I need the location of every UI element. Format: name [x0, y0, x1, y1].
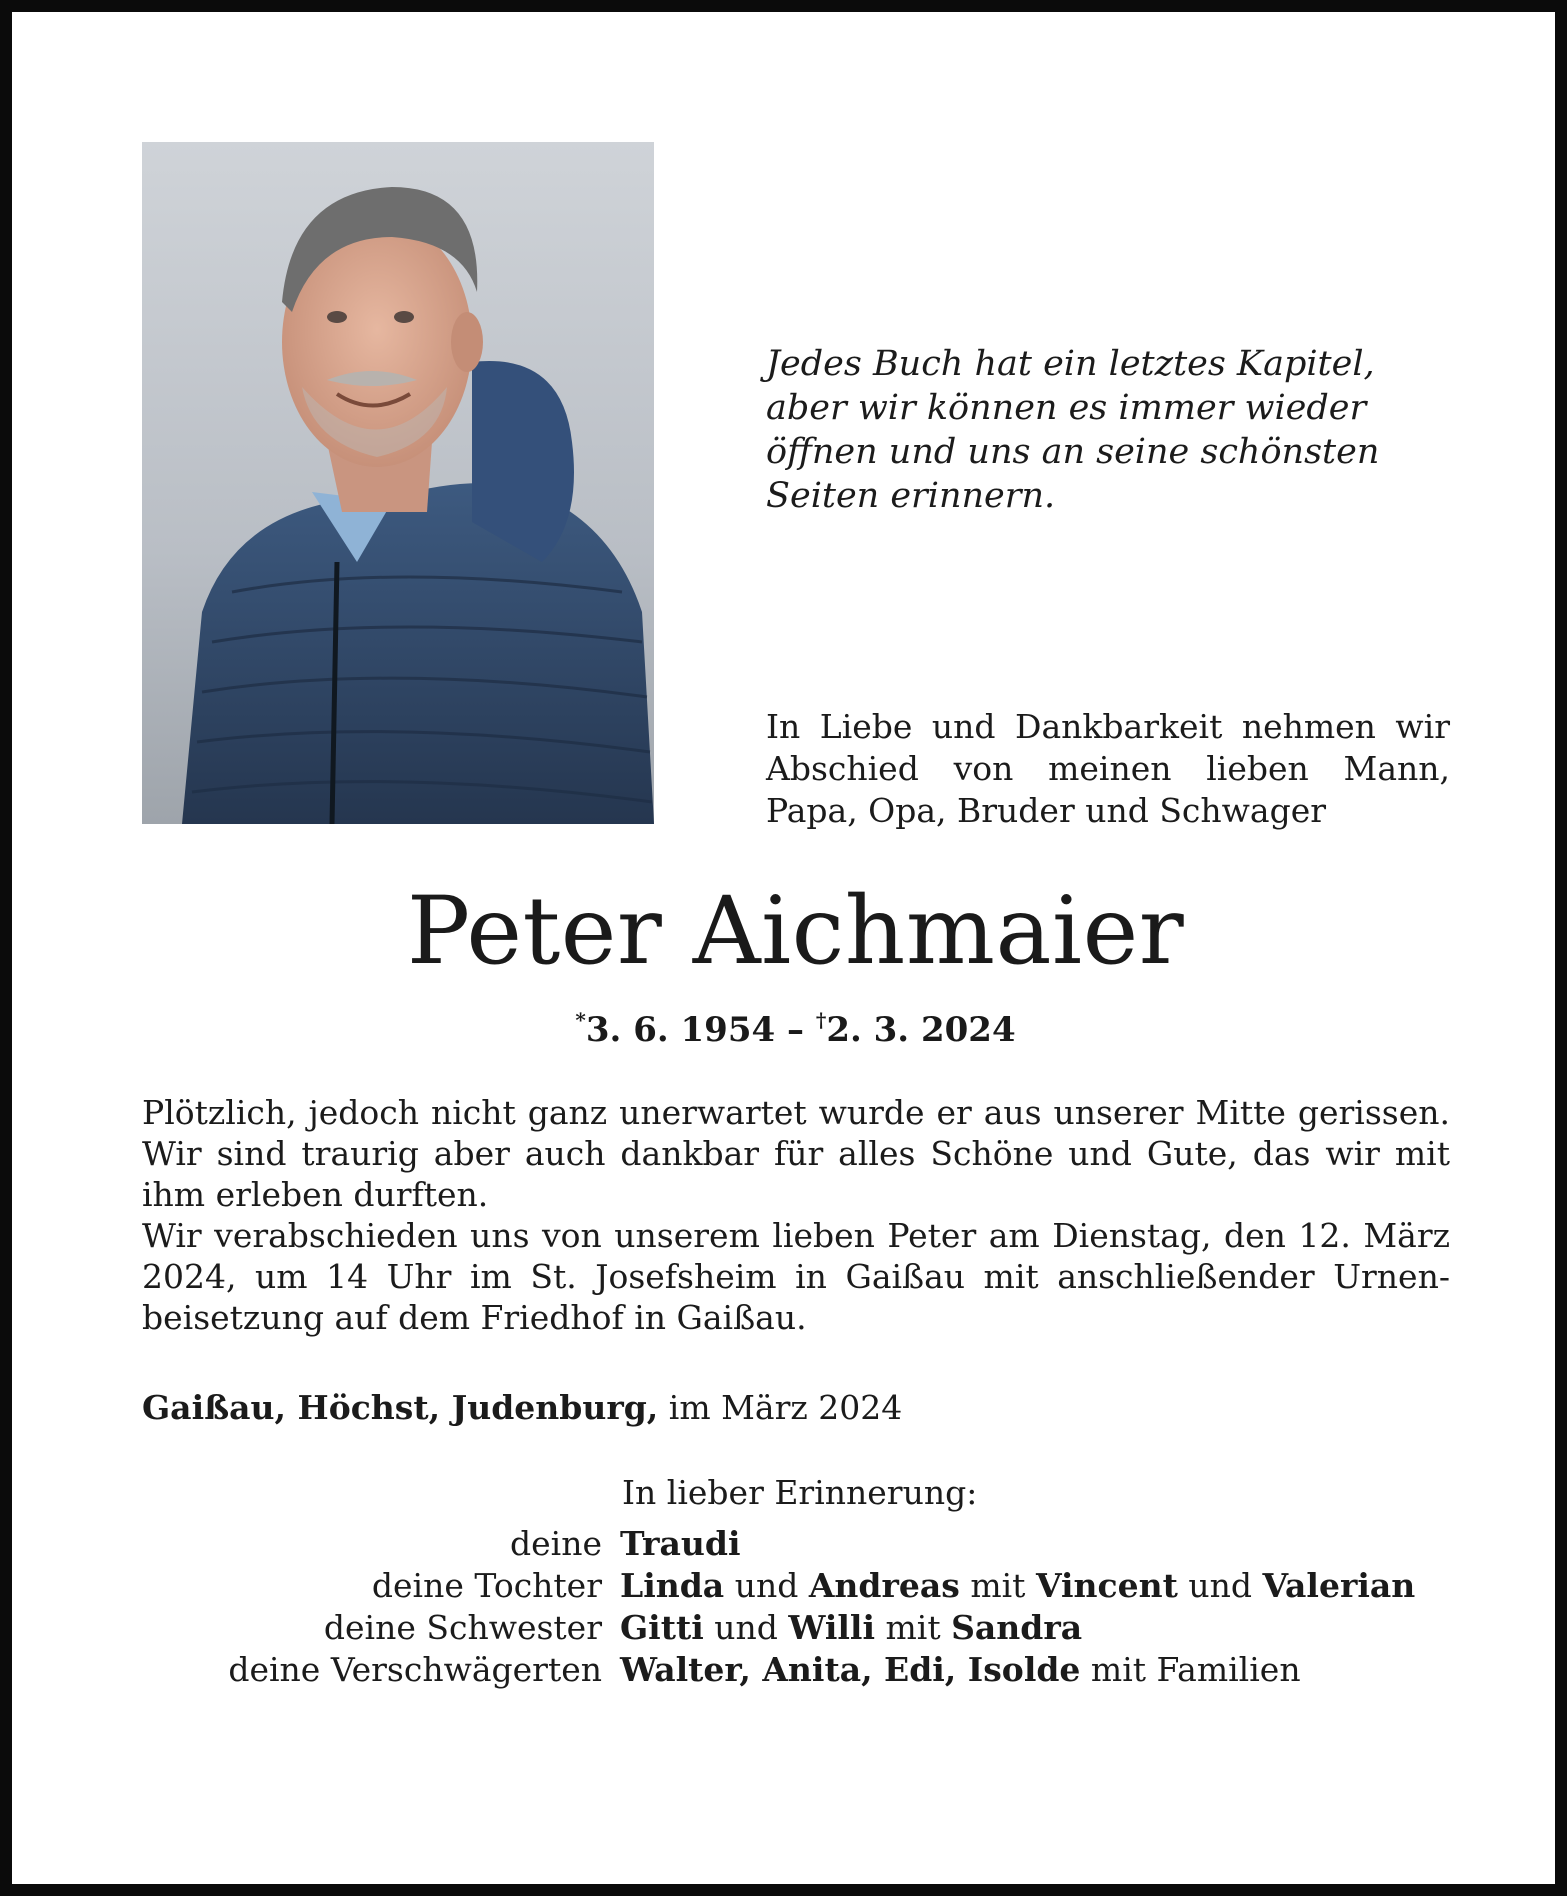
- death-date: 2. 3. 2024: [826, 1010, 1016, 1050]
- mourner-names: [620, 1565, 1415, 1607]
- mourner-row: [142, 1565, 1452, 1607]
- mourner-name: Vincent: [1035, 1566, 1178, 1605]
- mourner-names: [620, 1523, 741, 1565]
- mourner-names: [620, 1607, 1082, 1649]
- mourner-connector: mit Familien: [1080, 1650, 1301, 1689]
- mourner-connector: und: [1177, 1566, 1263, 1605]
- mourner-relation: deine Schwester: [323, 1608, 602, 1647]
- date-separator: –: [775, 1010, 816, 1050]
- mourner-name: Traudi: [620, 1524, 741, 1563]
- mourner-connector: mit: [959, 1566, 1036, 1605]
- birth-symbol: *: [575, 1008, 586, 1032]
- place-locations: Gaißau, Höchst, Judenburg,: [142, 1388, 659, 1427]
- place-date-line: [142, 1387, 902, 1429]
- mourner-row: [142, 1523, 1452, 1565]
- body-line: Wir verabschieden uns von unserem lieben Peter am Dienstag, den 12. März: [142, 1216, 1450, 1255]
- portrait-photo: [142, 142, 654, 824]
- quote-line: aber wir können es immer wieder: [766, 388, 1367, 428]
- mourner-connector: mit: [875, 1608, 952, 1647]
- mourner-name: Linda: [620, 1566, 725, 1605]
- quote-line: öffnen und uns an seine schönsten: [766, 432, 1380, 472]
- body-line: 2024, um 14 Uhr im St. Josefsheim in Gaißau mit anschließender Urnen-: [142, 1257, 1450, 1296]
- death-symbol: †: [815, 1008, 827, 1032]
- intro-line: Abschied von meinen lieben Mann,: [766, 749, 1450, 788]
- mourners-list: [142, 1523, 1452, 1691]
- place-date: im März 2024: [658, 1388, 903, 1427]
- mourner-name: Andreas: [808, 1566, 960, 1605]
- mourner-name: Sandra: [951, 1608, 1083, 1647]
- intro-line: In Liebe und Dankbarkeit nehmen wir: [766, 707, 1450, 746]
- quote-line: Jedes Buch hat ein letztes Kapitel,: [766, 344, 1375, 384]
- memory-heading: In lieber Erinnerung:: [622, 1473, 978, 1512]
- mourner-relation: deine: [510, 1524, 602, 1563]
- mourner-connector: und: [703, 1608, 789, 1647]
- mourner-row: [142, 1607, 1452, 1649]
- mourner-name: Valerian: [1262, 1566, 1416, 1605]
- mourner-connector: und: [724, 1566, 809, 1605]
- life-dates: [12, 1008, 1567, 1052]
- body-line: Wir sind traurig aber auch dankbar für alles Schöne und Gute, das wir mit: [142, 1134, 1450, 1173]
- body-line: ihm erleben durften.: [142, 1175, 489, 1214]
- announcement-text: [142, 1092, 1450, 1338]
- mourner-names: [620, 1649, 1301, 1691]
- birth-date: 3. 6. 1954: [585, 1010, 776, 1050]
- deceased-name: Peter Aichmaier: [406, 877, 1185, 986]
- mourner-name: Walter, Anita, Edi, Isolde: [620, 1650, 1081, 1689]
- body-line: Plötzlich, jedoch nicht ganz unerwartet wurde er aus unserer Mitte gerissen.: [142, 1093, 1450, 1132]
- mourner-relation: deine Tochter: [371, 1566, 602, 1605]
- portrait-illustration: [142, 142, 654, 824]
- body-line: beisetzung auf dem Friedhof in Gaißau.: [142, 1298, 807, 1337]
- quote-line: Seiten erinnern.: [766, 476, 1056, 516]
- mourner-name: Willi: [788, 1608, 875, 1647]
- intro-line: Papa, Opa, Bruder und Schwager: [766, 791, 1327, 830]
- quote-block: [766, 342, 1380, 518]
- intro-text: [766, 706, 1450, 832]
- mourner-row: [142, 1649, 1452, 1691]
- mourner-name: Gitti: [620, 1608, 704, 1647]
- mourner-relation: deine Verschwägerten: [228, 1650, 602, 1689]
